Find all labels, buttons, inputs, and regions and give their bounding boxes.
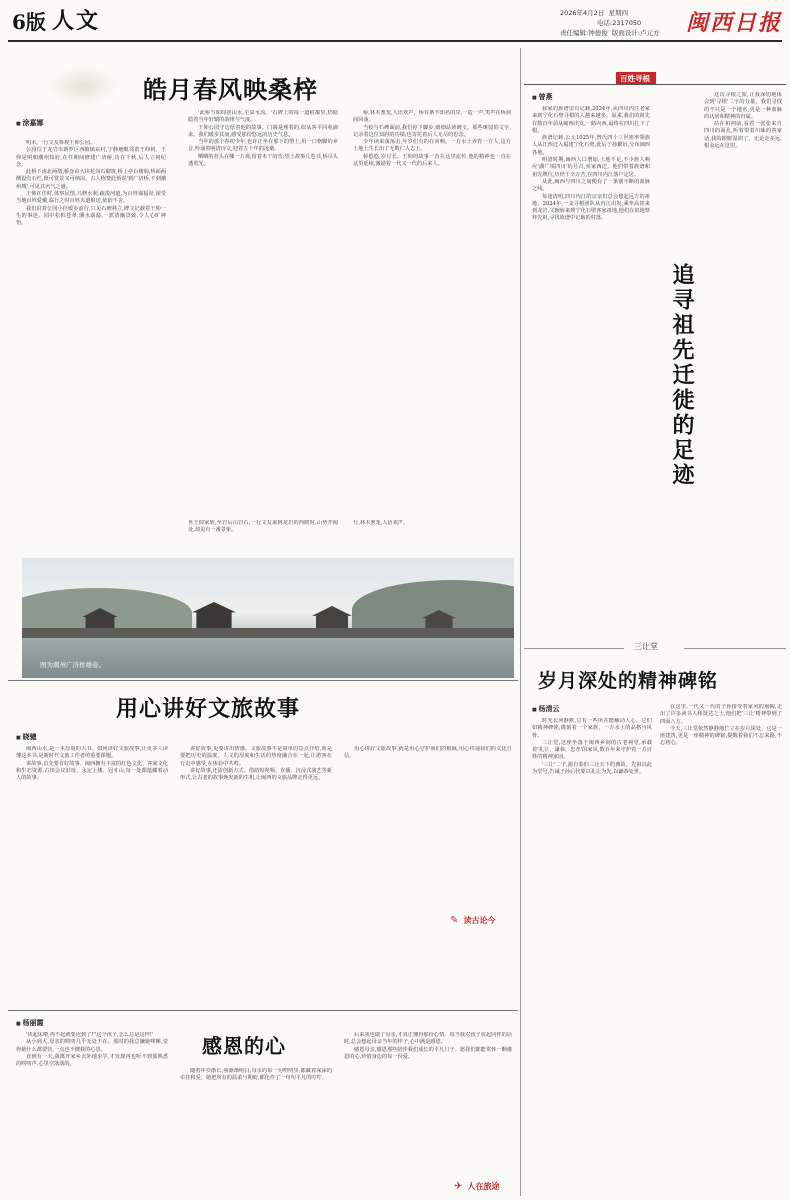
section-title: 人文 (52, 8, 101, 34)
paragraph: 晒晒的苔头在哪一方观,留着未干的雪;望上故事几卷书,桥尽头透着光。 (188, 153, 338, 168)
section-rule-2 (8, 1010, 518, 1011)
article3-title: 岁月深处的精神碑铭 (538, 670, 719, 692)
pen-icon: ✎ (450, 915, 459, 926)
paragraph: 随着年岁渐长,我渐渐明白,母亲的每一句唠叨里,都藏着深深的牵挂和爱。她把所有的温柔与期盼,都化作了一句句平凡的叮咛。 (180, 1068, 332, 1082)
paragraph: 王仰在任时,体察民情,兴修水利,疏浚河道,为百姓谋福祉,深受当地百姓爱戴,临行之时百姓夹道相送,依依不舍。 (16, 191, 166, 205)
section-rule (8, 680, 518, 681)
designer-text: 版面设计:卢元方 (611, 29, 660, 37)
paragraph: 后来我也做了母亲,才真正懂得那份心情。每当我对孩子说起同样的话时,总会想起母亲当年的样子,心中满是感恩。 (344, 1032, 512, 1046)
paragraph: 族谱记载,公元1025年,曾氏四十三世祖率领族人从江西迁入福建宁化石壁,此后子孙繁衍,分布闽西各地。 (532, 135, 650, 156)
article5-title: 感恩的心 (202, 1034, 286, 1058)
article2-tag-rule (524, 84, 786, 85)
paragraph: 直到有一天,我离开家乡去外地求学,才发现再也听不到那熟悉的唠叨声,心里空落落的。 (16, 1053, 168, 1068)
article3-col2 (660, 704, 782, 1188)
bridge-deck (22, 628, 514, 638)
header-editors (560, 28, 660, 37)
article-bottom-left (8, 1014, 518, 1196)
article4-badge-label: 读古论今 (463, 916, 496, 925)
article2-column-tag: 百姓寻根 (616, 72, 656, 85)
article5-badge-label: 人在旅途 (467, 1182, 500, 1191)
paragraph: 讲故事,首先要有好故事。闽西拥有丰富的红色文化、客家文化和生态资源,古田会议旧址、永定土楼、冠豸山,每一处都蕴藏着动人的故事。 (16, 760, 168, 782)
paper-logo: 闽西日报 (686, 10, 783, 36)
paragraph: 少年读来荡荡击,年岁们有的在回响。一方水土养育一方人,这方土地上生长出了无数仁人志士。 (353, 139, 511, 153)
river-water (22, 638, 514, 678)
article3-author: ■ 杨清云 (532, 704, 559, 714)
article5-author: ■ 杨丽霞 (16, 1018, 43, 1028)
photo-caption: 图为潮州广济桥雄姿。 (40, 661, 105, 669)
paragraph: 这次寻根之旅,让我深切地体会到'寻根'二字的分量。我们寻找的不只是一个地名,更是一种血脉的认同和精神的归属。 (704, 92, 782, 120)
tag-line-left (524, 648, 624, 649)
paragraph: 三让堂,这座坐落于闽西乡间的古老祠堂,承载着'礼让、谦恭、忠孝'的家风,数百年来守护着一方百姓的精神家园。 (532, 739, 652, 761)
article2-author: ■ 曾燕 (532, 92, 552, 102)
header-tel: 电话:2317050 (597, 19, 642, 27)
article4-title: 用心讲好文旅故事 (116, 696, 301, 722)
paragraph: '三让'二字,源自泰伯三让天下的典故。先祖以此为堂号,告诫子孙后代要以礼让为先,以谦恭处世。 (532, 761, 652, 776)
article4-author: ■ 晓骢 (16, 732, 36, 742)
paragraph: 此桥下南北两墩,桥身由大块花岗石砌筑,桥上亭台楼阁,桥面两侧设有石栏,既可赏景又可纳凉。古人称赞此桥说'到广济桥,不到潮州城',可见其名气之盛。 (16, 169, 166, 190)
page-header (0, 0, 790, 40)
paragraph: 今天,三让堂依然静静地伫立在岁月深处。它是一座建筑,更是一座精神的碑铭,提醒着我们不忘来路,不忘初心。 (660, 725, 782, 747)
article4-badge (450, 908, 510, 926)
paragraph: 在这里,一代又一代的子孙接受着家风的熏陶,走出了许多读书人和贤达之士,他们把'三让'精神带到了四面八方。 (660, 704, 782, 725)
header-date (560, 8, 628, 17)
article1-col2 (188, 110, 338, 565)
paragraph: '此桥当如闾巷山水,圭臬水流。'石牌上的每一道痕都里,仍隐隐着当年轩辕的韵律与气度。 (188, 110, 338, 124)
article1-col2-bottom: 世王仰家族,至岩后山岩石,一行文友来到龙岩的西陂时,山势开阔处,却见有一番景象。 (188, 520, 338, 534)
paragraph: 讲好故事,更要讲出情感。文旅故事不是简单的景点介绍,而是要把历史的温度、人文的厚度和生活的热度融合在一起,让游客在行走中感受,在体验中共鸣。 (180, 746, 332, 767)
pavilion-2 (192, 602, 236, 628)
tag-line-right (684, 648, 786, 649)
plane-icon: ✈ (454, 1181, 463, 1192)
article1-col3 (353, 110, 511, 565)
article-right-top (524, 48, 786, 638)
article4-col2 (180, 746, 332, 986)
paragraph: 公园位于龙岩市新罗区西陂镇东村,宁静地毗邻着王仰祠。王仰是明朝潮州知府,在任期间修建广济桥,功在千秋,后人立祠纪念。 (16, 147, 166, 168)
article2-col1 (532, 106, 650, 636)
article3-col1 (532, 718, 652, 1188)
article5-col3 (344, 1032, 512, 1172)
page-number: 6版 (12, 10, 46, 34)
weekday-text: 星期四 (608, 9, 628, 17)
date-text: 2026年4月2日 (560, 9, 605, 17)
paragraph: 从此,闽西与四川之间便有了一条割不断的血脉之线。 (532, 178, 650, 193)
paragraph: 明清时期,闽西人口增加,土地不足,不少族人响应'湖广填四川'的号召,举家西迁。他们带着族谱和祖先牌位,历经千辛万苦,在四川内江落户定居。 (532, 157, 650, 178)
pavilion-3 (312, 606, 352, 628)
paragraph: 王仰公园守边厚着他的故事。门墙是理着的,似从客平回苑滴来。我们缓步其间,感受那份悠远的历史气息。 (188, 124, 338, 138)
paragraph: 当年的那个春初少年,也许正坐在那下的塑上,用一口格脚的乡音,吟诵着明清诗文,迎着五十年的沧桑。 (188, 139, 338, 153)
article-right-bottom (524, 640, 786, 1196)
bridge-photo (22, 558, 514, 678)
article3-tag-bar (524, 640, 786, 656)
article5-col1 (16, 1032, 168, 1192)
title-deco-cloud (48, 66, 118, 106)
article5-badge (454, 1174, 514, 1192)
article5-col2 (180, 1068, 332, 1192)
article1-author: ■ 涂嘉娜 (16, 118, 43, 128)
article2-title: 追寻祖先迁徙的足迹 (669, 263, 695, 488)
article3-column-tag: 三让堂 (634, 642, 658, 651)
paragraph: 时光长河静默,总有一些所在能触动人心。它们如精神碑铭,镌刻着一个家族、一方水土的品格与风骨。 (532, 718, 652, 739)
article2-col2 (704, 92, 782, 632)
paragraph: 桥,林木葱茏,人语欢声。桥有条不知名的岸,一造一声,笑声在桥洞间回荡。 (353, 110, 511, 124)
paragraph: '快起床啦,再不起就要迟到了!''这个孩子,怎么总是这样!' (26, 1032, 154, 1038)
paragraph: 从小到大,母亲的唠叨几乎无处不在。那时的我总嫌她啰嗦,觉得她什么都要管,一点也不懂我的心思。 (16, 1039, 168, 1053)
paragraph: 每逢清明,四川内江的宗亲们总会想起远方的祖地。2024年,一支寻根团队从内江出发,乘坐高铁来到龙岩,又辗转来到宁化石壁客家祖地,他们在祖地祭拜先祖,寻找族谱中记载的村落。 (532, 193, 650, 222)
article-top-left (8, 48, 516, 678)
paragraph: 用心讲好文旅故事,就是用心守护我们的根脉,用心传递我们的文化自信。 (344, 746, 512, 760)
article1-title: 皓月春风映桑梓 (143, 75, 318, 104)
paragraph: 闽西山水,是一本厚重的大书。如何讲好文旅故事,让更多人读懂这本书,是新时代文旅工作者的重要课题。 (16, 746, 168, 760)
paragraph: 明末,一行文友参观王仰公园。 (26, 140, 96, 146)
paragraph: 我们沿着公园小径缓步前行,只见石碑林立,碑文记载着王仰一生的事迹。园中松柏苍翠,溪水潺潺,一派清幽景致,令人心旷神怡。 (16, 205, 166, 227)
article4-col1 (16, 746, 168, 986)
editor-text: 责任编辑:钟德俊 (560, 29, 608, 37)
paragraph: 感恩母亲,感恩那些陪伴我们成长的平凡日子。愿我们都能常怀一颗感恩的心,珍惜身边的每一份爱。 (344, 1046, 512, 1060)
article-mid-left (8, 684, 518, 1014)
paragraph: 当校与石碑面前,我们停下脚步,细细品读碑文。那些斑驳的文字,记录着这位知府的功绩,也寄托着后人无尽的思念。 (353, 124, 511, 138)
paragraph: 站在祖祠前,看着一张张来自四川的面孔,听着带着川味的客家话,我的眼眶湿润了。无论走多远,根永远在这里。 (704, 121, 782, 150)
header-rule (8, 40, 782, 42)
paragraph: 我家的族谱里有记载,2024年,从四川内江老家来到宁化石壁寻根的人越来越多。原来,我们的祖先在数百年前从闽西出发,一路向西,最终在四川扎下了根。 (532, 106, 650, 134)
article2-tag-wrap (616, 66, 656, 85)
paragraph: 讲好故事,还需创新方式。借助短视频、直播、沉浸式演艺等新形式,让古老的故事焕发新的生机,让闽西的文旅品牌走得更远。 (180, 767, 332, 782)
article1-col3-bottom: 行,林木葱茏,人语欢声。 (353, 520, 409, 526)
column-divider (520, 48, 521, 1196)
paragraph: 桥悠悠,岁月长。王仰的故事一直在这里流传,他的精神也一直在这里延续,激励着一代又一代的后来人。 (353, 153, 511, 168)
